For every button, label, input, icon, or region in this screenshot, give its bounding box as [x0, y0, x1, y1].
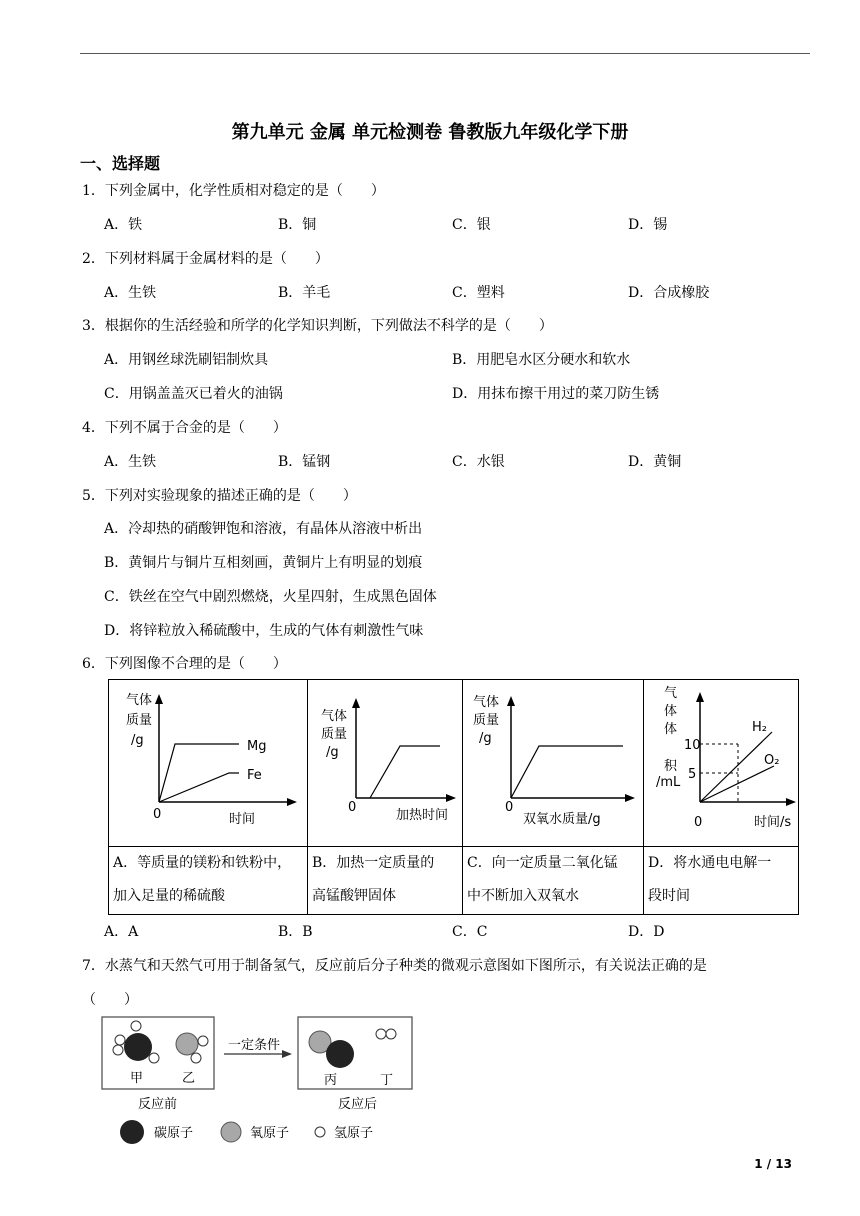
graph-a-ylabel: 质量 — [126, 713, 153, 728]
q5-option-d: D．将锌粒放入稀硫酸中，生成的气体有刺激性气味 — [104, 623, 424, 639]
graph-c-cell — [463, 680, 644, 847]
series-label-h2: H₂ — [752, 720, 767, 735]
q2-option-d: D．合成橡胶 — [628, 285, 710, 301]
q3-option-c: C．用锅盖盖灭已着火的油锅 — [104, 386, 283, 402]
graph-b-origin: 0 — [348, 800, 357, 815]
q5-option-b: B．黄铜片与铜片互相刻画，黄铜片上有明显的划痕 — [104, 555, 423, 571]
caption-a-line: 加入足量的稀硫酸 — [113, 888, 225, 904]
q4-option-d: D．黄铜 — [628, 454, 682, 470]
graph-d-ylabel: 积 — [664, 759, 678, 774]
legend-hydrogen: 氢原子 — [334, 1126, 374, 1141]
q3-option-b: B．用肥皂水区分硬水和软水 — [452, 352, 631, 368]
caption-c-line: 中不断加入双氧水 — [467, 888, 579, 904]
q6-option-d: D．D — [628, 924, 665, 940]
graph-d-ylabel: 体 — [664, 704, 678, 719]
oxygen-atom — [176, 1033, 198, 1055]
caption-d — [644, 847, 799, 915]
page-title: 第九单元 金属 单元检测卷 鲁教版九年级化学下册 — [231, 122, 629, 143]
graph-a-ylabel: 气体 — [126, 693, 153, 708]
question-4-stem: 4．下列不属于合金的是（ ） — [82, 420, 287, 436]
question-1-stem: 1．下列金属中，化学性质相对稳定的是（ ） — [82, 183, 385, 199]
q1-option-c: C．银 — [452, 217, 491, 233]
question-7-stem: 7．水蒸气和天然气可用于制备氢气，反应前后分子种类的微观示意图如下图所示，有关说法正确的是 — [82, 958, 707, 974]
legend-hydrogen-swatch — [315, 1127, 325, 1137]
label-jia: 甲 — [130, 1071, 144, 1086]
series-label-mg: Mg — [247, 739, 267, 754]
graph-b-ylabel: 质量 — [321, 727, 348, 742]
caption-b-line: 高锰酸钾固体 — [312, 888, 396, 904]
graph-c-yunit: /g — [479, 731, 492, 746]
tick-label-10: 10 — [684, 738, 701, 753]
caption-a — [109, 847, 308, 915]
q2-option-a: A．生铁 — [104, 285, 157, 301]
legend-carbon-swatch — [120, 1120, 144, 1144]
graph-d-origin: 0 — [694, 815, 703, 830]
q6-option-a: A．A — [104, 924, 139, 940]
q4-option-c: C．水银 — [452, 454, 505, 470]
graph-c — [463, 680, 643, 842]
label-after: 反应后 — [338, 1097, 378, 1112]
graph-a-cell — [109, 680, 308, 847]
graph-d-xlabel: 时间/s — [754, 815, 792, 830]
graph-b-xlabel: 加热时间 — [396, 808, 449, 823]
label-yi: 乙 — [182, 1071, 196, 1086]
legend-oxygen: 氧原子 — [250, 1126, 290, 1141]
q5-option-a: A．冷却热的硝酸钾饱和溶液，有晶体从溶液中析出 — [104, 521, 423, 537]
question-5-stem: 5．下列对实验现象的描述正确的是（ ） — [82, 488, 357, 504]
graph-c-ylabel: 气体 — [473, 695, 500, 710]
legend-carbon: 碳原子 — [154, 1126, 194, 1141]
q3-option-a: A．用钢丝球洗刷铝制炊具 — [104, 352, 269, 368]
graph-d-ylabel: 体 — [664, 722, 678, 737]
q1-option-d: D．锡 — [628, 217, 668, 233]
series-label-fe: Fe — [247, 768, 262, 783]
q4-option-a: A．生铁 — [104, 454, 157, 470]
graph-a-xlabel: 时间 — [229, 812, 256, 827]
graph-b-yunit: /g — [326, 745, 339, 760]
page-number: 1 / 13 — [754, 1157, 792, 1171]
caption-c — [463, 847, 644, 915]
after-box — [298, 1017, 412, 1089]
q2-option-b: B．羊毛 — [278, 285, 331, 301]
label-before: 反应前 — [138, 1097, 178, 1112]
question-2-stem: 2．下列材料属于金属材料的是（ ） — [82, 251, 329, 267]
q3-option-d: D．用抹布擦干用过的菜刀防生锈 — [452, 386, 660, 402]
tick-label-5: 5 — [688, 767, 697, 782]
caption-d-line: D．将水通电电解一 — [648, 855, 772, 871]
graph-a-yunit: /g — [131, 733, 144, 748]
series-label-o2: O₂ — [764, 753, 780, 768]
label-bing: 丙 — [324, 1073, 338, 1088]
caption-d-line: 段时间 — [648, 888, 690, 904]
carbon-atom — [124, 1033, 152, 1061]
q1-option-b: B．铜 — [278, 217, 317, 233]
q6-figure-table — [108, 679, 799, 915]
question-6-stem: 6．下列图像不合理的是（ ） — [82, 656, 287, 672]
q5-option-c: C．铁丝在空气中剧烈燃烧，火星四射，生成黑色固体 — [104, 589, 437, 605]
caption-b-line: B．加热一定质量的 — [312, 855, 435, 871]
graph-c-origin: 0 — [505, 800, 514, 815]
q6-option-b: B．B — [278, 924, 313, 940]
caption-a-line: A．等质量的镁粉和铁粉中， — [113, 855, 292, 871]
reaction-condition: 一定条件 — [228, 1038, 281, 1053]
graph-c-ylabel: 质量 — [473, 713, 500, 728]
q6-option-c: C．C — [452, 924, 488, 940]
legend-oxygen-swatch — [221, 1122, 241, 1142]
question-7-stem-cont: （ ） — [82, 992, 138, 1008]
graph-c-xlabel: 双氧水质量/g — [523, 812, 601, 827]
graph-d-yunit: /mL — [656, 775, 681, 790]
q4-option-b: B．锰钢 — [278, 454, 331, 470]
graph-b — [308, 680, 462, 842]
label-ding: 丁 — [380, 1073, 394, 1088]
graph-b-cell — [308, 680, 463, 847]
graph-a-origin: 0 — [153, 807, 162, 822]
section-heading: 一、选择题 — [80, 154, 161, 173]
q1-option-a: A．铁 — [104, 217, 143, 233]
caption-c-line: C．向一定质量二氧化锰 — [467, 855, 618, 871]
caption-b — [308, 847, 463, 915]
q7-reaction-diagram — [98, 1014, 418, 1150]
header-rule — [80, 53, 810, 54]
q2-option-c: C．塑料 — [452, 285, 505, 301]
graph-d — [644, 680, 798, 842]
graph-d-cell — [644, 680, 799, 847]
question-3-stem: 3．根据你的生活经验和所学的化学知识判断，下列做法不科学的是（ ） — [82, 318, 553, 334]
graph-b-ylabel: 气体 — [321, 709, 348, 724]
graph-a — [109, 680, 307, 842]
graph-d-ylabel: 气 — [664, 686, 678, 701]
